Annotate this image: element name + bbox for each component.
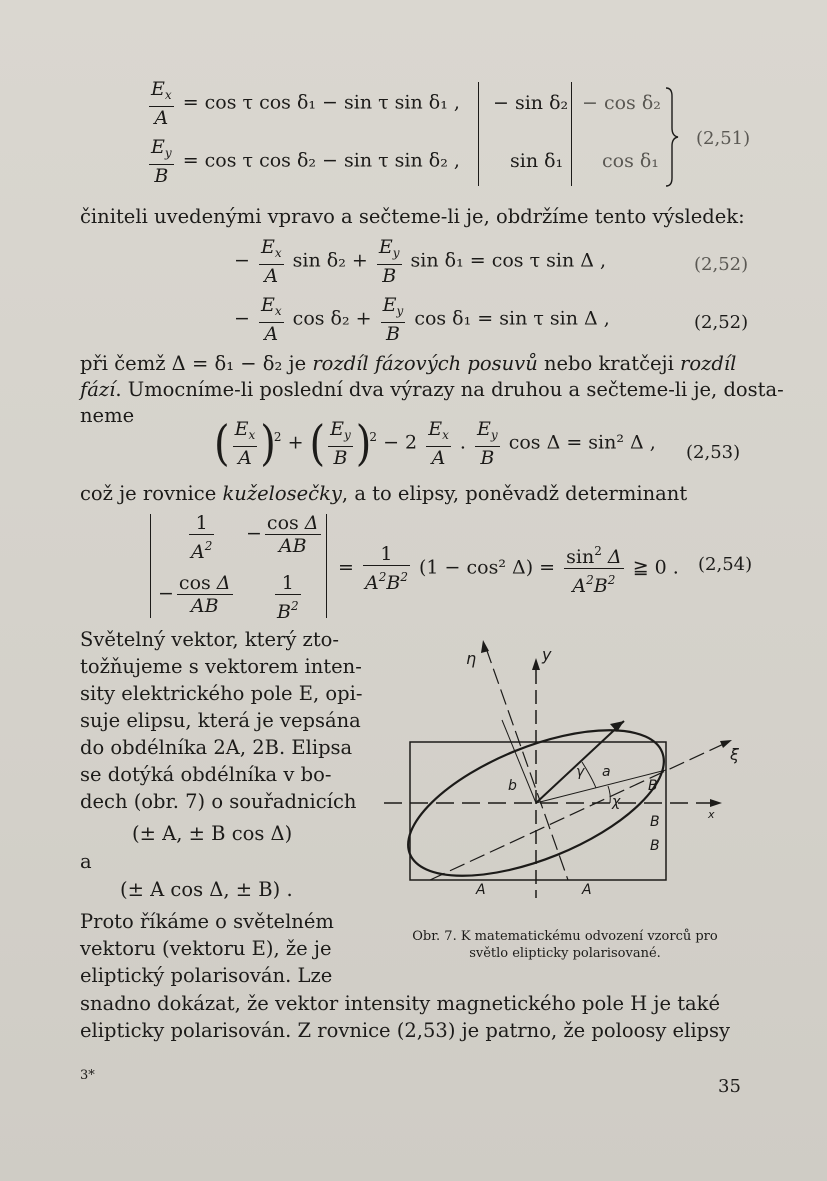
matrix-bar-mid: [571, 82, 572, 186]
para1-line1: [80, 352, 736, 376]
eta-arrowhead: [481, 640, 489, 653]
eq52b-mid1: cos δ₂ +: [292, 307, 372, 330]
para1-l1b: rozdíl fázových posuvů: [312, 352, 538, 375]
eq52a-mid2: sin δ₁ = cos τ sin Δ ,: [410, 249, 607, 272]
eq51-row1: $\frac{E_x}{A}$ = cos τ cos δ₁ − sin τ sin δ₁ ,: [151, 78, 460, 129]
eq53-number: (2,53): [686, 442, 741, 463]
y-arrowhead: [532, 658, 540, 670]
leftcol-6: se dotýká obdélníka v bo-: [80, 763, 332, 786]
leftcol-7: dech (obr. 7) o souřadnicích: [80, 790, 357, 813]
leftcol2-3: eliptický polarisován. Lze: [80, 964, 333, 987]
eq52a-mid1: sin δ₂ +: [292, 249, 368, 272]
para1-l1a: při čemž Δ = δ₁ − δ₂ je: [80, 352, 313, 375]
figure-7: [370, 630, 740, 900]
leftcol-5: do obdélníka 2A, 2B. Elipsa: [80, 736, 353, 759]
det-a12: − $\frac{\text{cos Δ}}{AB}$: [246, 512, 319, 557]
eq51-row2-text: = cos τ cos δ₂ − sin τ sin δ₂ ,: [182, 149, 460, 172]
eq52a: − $\frac{E_x}{A}$ sin δ₂ + $\frac{E_y}{B}$ sin δ₁ = cos τ sin Δ ,: [234, 236, 607, 287]
label-B2: B: [650, 814, 660, 830]
x-arrowhead: [710, 799, 722, 807]
eq54-number: (2,54): [698, 554, 753, 575]
eq52b: − $\frac{E_x}{A}$ cos δ₂ + $\frac{E_y}{B}$ cos δ₁ = sin τ sin Δ ,: [234, 294, 610, 345]
text2c: , a to elipsy, poněvadž determinant: [341, 482, 688, 505]
label-eta: η: [466, 649, 477, 668]
para1-line3: neme: [80, 404, 135, 427]
leftcol-4: suje elipsu, která je vepsána: [80, 709, 361, 732]
det-bar-right: [326, 514, 327, 618]
label-A2: A: [582, 882, 592, 898]
eq51-row1-text: = cos τ cos δ₁ − sin τ sin δ₁ ,: [182, 91, 460, 114]
label-b: b: [508, 778, 517, 794]
label-B1: B: [648, 778, 658, 794]
full-line-2: elipticky polarisován. Z rovnice (2,53) je patrno, že poloosy elipsy: [80, 1019, 731, 1042]
label-y: y: [542, 645, 552, 664]
footer-signature: 3*: [80, 1068, 95, 1083]
eq51-row2: $\frac{E_y}{B}$ = cos τ cos δ₂ − sin τ sin δ₂ ,: [151, 136, 460, 187]
text2a: což je rovnice: [80, 482, 223, 505]
label-a: a: [602, 764, 611, 780]
leftcol-2: tožňujeme s vektorem inten-: [80, 655, 362, 678]
eta-axis: [486, 648, 568, 880]
para1-l1c: nebo kratčeji: [537, 352, 681, 375]
label-chi: χ: [612, 794, 621, 810]
text-line-2: [80, 482, 687, 506]
leftcol-3: sity elektrického pole E, opi-: [80, 682, 363, 705]
eq51-m22: cos δ₁: [602, 150, 659, 172]
label-xi: ξ: [730, 745, 739, 764]
det-a22: $\frac{1}{B^2}$: [277, 572, 299, 623]
eq51-m21: sin δ₁: [510, 150, 564, 172]
eq51-m11: − sin δ₂: [493, 92, 569, 114]
eq53: ( $\frac{E_x}{A}$ )$^2$ + ( $\frac{E_y}{B}$ )$^2$ − 2 $\frac{E_x}{A}$ . $\frac{E_y}{B}$ cos Δ = sin² Δ ,: [214, 415, 656, 472]
chi-arc: [608, 786, 610, 803]
eq52a-number: (2,52): [694, 254, 749, 275]
label-gamma: γ: [576, 764, 585, 780]
leftcol-1: Světelný vektor, který zto-: [80, 628, 339, 651]
caption-line-1: Obr. 7. K matematickému odvození vzorců pro: [412, 929, 718, 944]
det-bar-left: [150, 514, 151, 618]
eq51-number: (2,51): [696, 128, 751, 149]
figure-caption: [374, 928, 756, 962]
label-A1: A: [476, 882, 486, 898]
eq54-rhs1: (1 − cos² Δ) =: [419, 556, 556, 579]
text-line-1: činiteli uvedenými vpravo a sečteme-li je, obdržíme tento výsledek:: [80, 205, 745, 228]
eq51-m12: − cos δ₂: [582, 92, 661, 114]
para1-l2a: fází: [80, 378, 116, 401]
eq54-rhs: = $\frac{1}{A^2B^2}$ (1 − cos² Δ) = $\frac{\sin^2 \Delta}{A^2B^2}$ ≧ 0 .: [338, 540, 679, 597]
label-B3: B: [650, 838, 660, 854]
eq54-rhs2: ≧ 0 .: [632, 556, 679, 579]
coord-and: a: [80, 850, 92, 873]
leftcol2-1: Proto říkáme o světelném: [80, 910, 334, 933]
coord-1: (± A, ± B cos Δ): [132, 822, 293, 845]
page-number: 35: [718, 1076, 741, 1097]
coord-2: (± A cos Δ, ± B) .: [120, 878, 293, 901]
det-a11: $\frac{1}{A^2}$: [191, 512, 213, 563]
matrix-bar-left: [478, 82, 479, 186]
det-a21: − $\frac{\text{cos Δ}}{AB}$: [158, 572, 231, 617]
caption-line-2: světlo elipticky polarisované.: [469, 946, 661, 961]
eq53-tail: cos Δ = sin² Δ ,: [508, 431, 656, 454]
para1-l2b: . Umocníme-li poslední dva výrazy na druhou a sečteme-li je, dosta-: [115, 378, 784, 401]
text2b: kuželosečky: [222, 482, 342, 505]
label-x: x: [708, 808, 715, 821]
eq52b-number: (2,52): [694, 312, 749, 333]
eq52b-mid2: cos δ₁ = sin τ sin Δ ,: [414, 307, 610, 330]
para1-line2: [80, 378, 784, 402]
para1-l1d: rozdíl: [680, 352, 737, 375]
full-line-1: snadno dokázat, že vektor intensity magnetického pole H je také: [80, 992, 721, 1015]
right-brace: [664, 86, 680, 188]
figure-rectangle: [410, 742, 666, 880]
leftcol2-2: vektoru (vektoru E), že je: [80, 937, 332, 960]
